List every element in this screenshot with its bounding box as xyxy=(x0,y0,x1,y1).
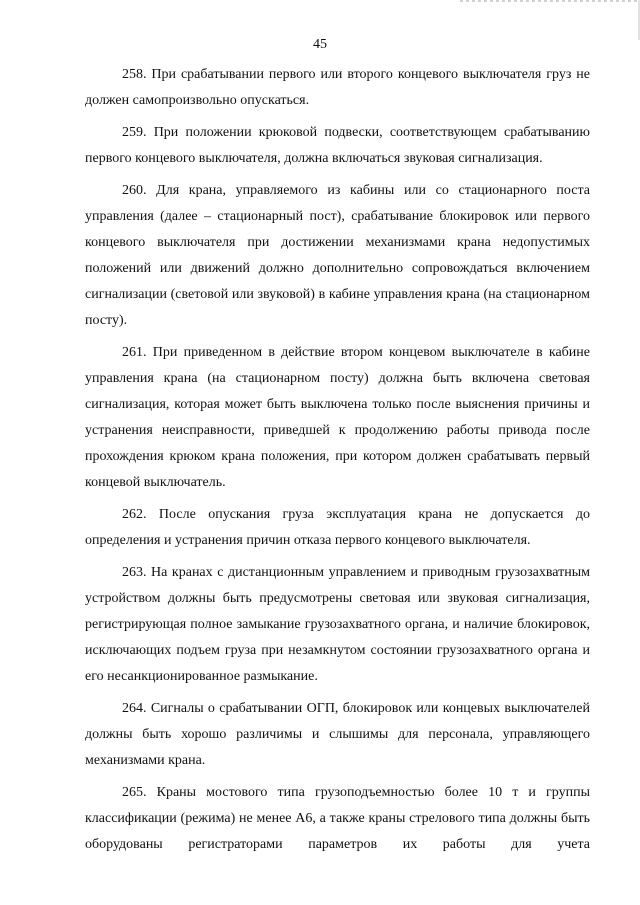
paragraph-264: 264. Сигналы о срабатывании ОГП, блокировок или концевых выключателей должны быть хорошо различимы и слышимы для персонала, управляющего механизмами крана. xyxy=(85,701,590,768)
paragraph-261: 261. При приведенном в действие втором концевом выключателе в кабине управления крана (на стационарном посту) должна быть включена световая сигнализация, которая может быть выключена только после выяснения причины и устранения неисправности, приведшей к продолжению работы привода после прохождения крюком крана положения, при котором должен срабатывать первый концевой выключатель. xyxy=(85,345,590,490)
document-body xyxy=(85,62,590,864)
scan-edge-artifact xyxy=(460,0,640,2)
paragraph-262: 262. После опускания груза эксплуатация крана не допускается до определения и устранения причин отказа первого концевого выключателя. xyxy=(85,507,590,548)
paragraph-259: 259. При положении крюковой подвески, соответствующем срабатыванию первого концевого выключателя, должна включаться звуковая сигнализация. xyxy=(85,125,590,166)
paragraph-265: 265. Краны мостового типа грузоподъемностью более 10 т и группы классификации (режима) не менее А6, а также краны стрелового типа должны быть оборудованы регистраторами параметров их работы для учета xyxy=(85,785,590,852)
paragraph-258: 258. При срабатывании первого или второго концевого выключателя груз не должен самопроизвольно опускаться. xyxy=(85,67,590,108)
paragraph-260: 260. Для крана, управляемого из кабины или со стационарного поста управления (далее – стационарный пост), срабатывание блокировок или первого концевого выключателя при достижении механизмами крана недопустимых положений или движений должно дополнительно сопровождаться включением сигнализации (световой или звуковой) в кабине управления крана (на стационарном посту). xyxy=(85,183,590,328)
page-number: 45 xyxy=(313,37,327,52)
paragraph-263: 263. На кранах с дистанционным управлением и приводным грузозахватным устройством должны быть предусмотрены световая или звуковая сигнализация, регистрирующая полное замыкание грузозахватного органа, и наличие блокировок, исключающих подъем груза при незамкнутом состоянии грузозахватного органа и его несанкционированное размыкание. xyxy=(85,565,590,684)
